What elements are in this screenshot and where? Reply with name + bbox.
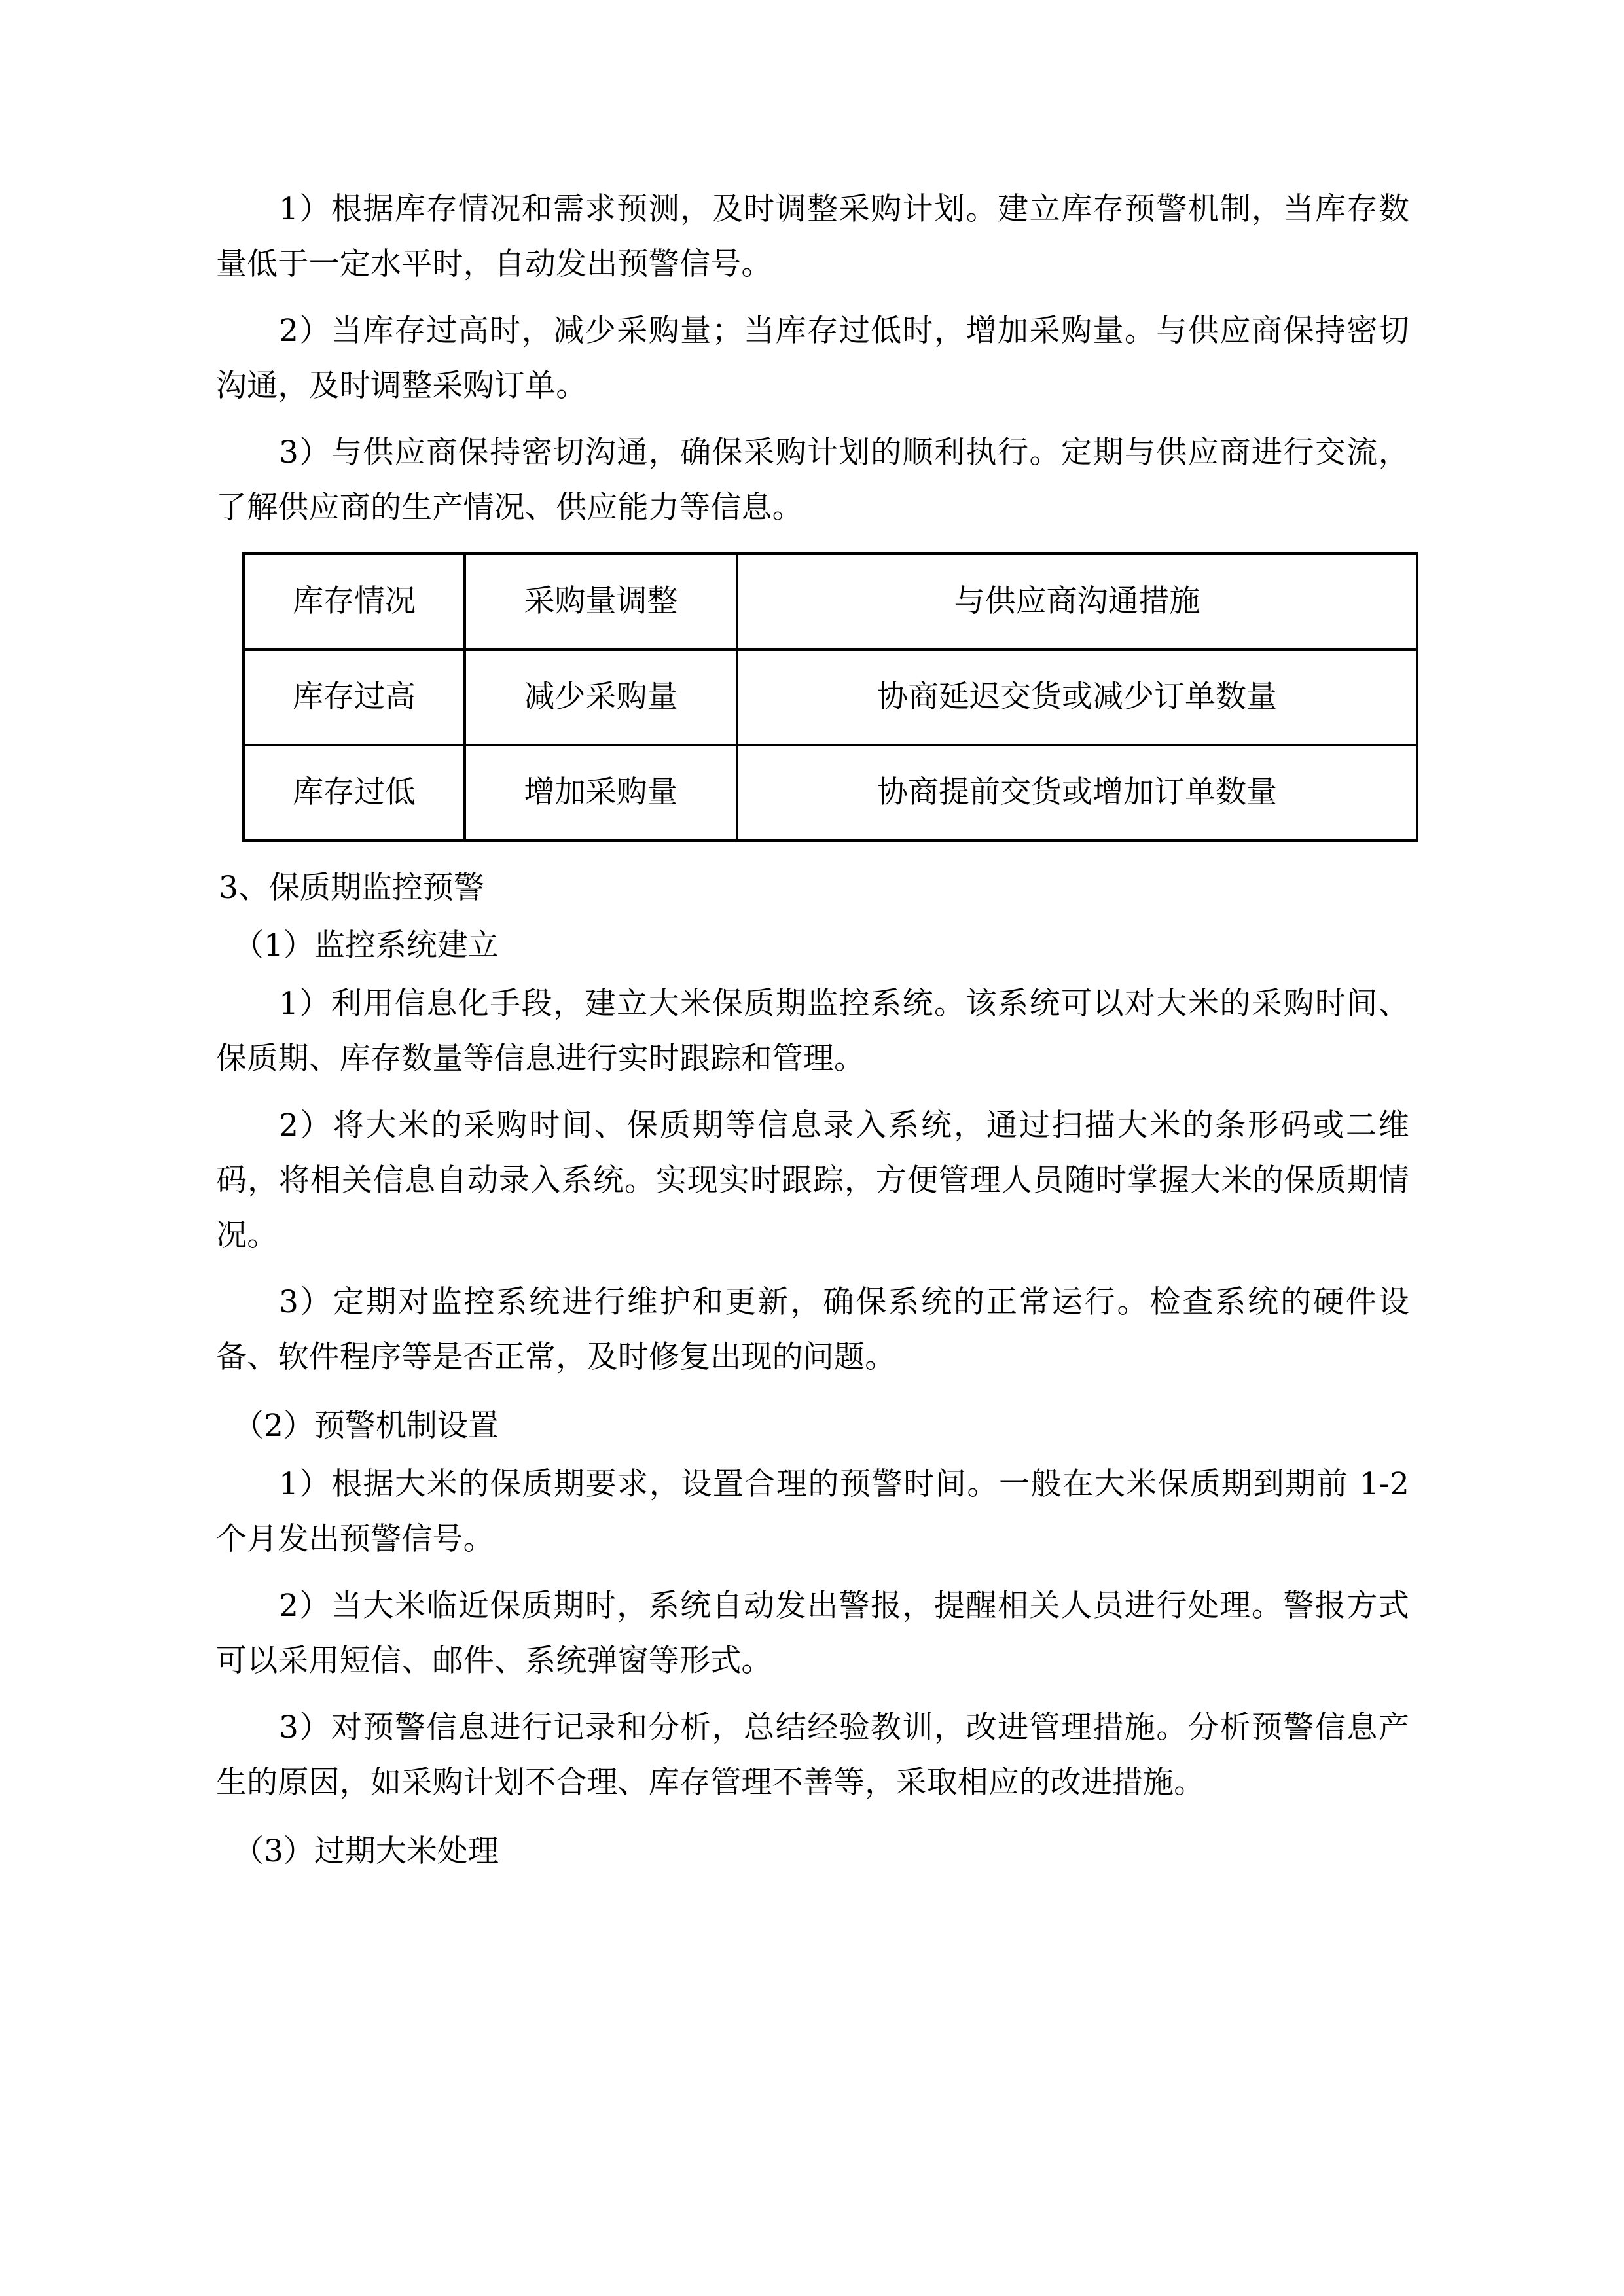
inventory-communication-table-wrap [242,552,1377,842]
subsection-heading-expired-rice-handling: （3）过期大米处理 [233,1833,499,1869]
document-content [216,182,1409,1882]
table-header-cell-inventory-status: 库存情况 [244,554,465,649]
table-cell-purchase-adjustment: 增加采购量 [465,745,737,840]
table-cell-purchase-adjustment: 减少采购量 [465,649,737,745]
section-heading-shelf-life-monitoring: 3、保质期监控预警 [219,870,484,906]
paragraph-9: 3）对预警信息进行记录和分析，总结经验教训，改进管理措施。分析预警信息产生的原因，如采购计划不合理、库存管理不善等，采取相应的改进措施。 [216,1710,1409,1801]
paragraph-5: 2）将大米的采购时间、保质期等信息录入系统，通过扫描大米的条形码或二维码，将相关信息自动录入系统。实现实时跟踪，方便管理人员随时掌握大米的保质期情况。 [216,1107,1409,1253]
paragraph-8: 2）当大米临近保质期时，系统自动发出警报，提醒相关人员进行处理。警报方式可以采用短信、邮件、系统弹窗等形式。 [216,1588,1409,1679]
table-head [244,554,1417,649]
subsection-heading-warning-mechanism: （2）预警机制设置 [233,1408,499,1444]
table-header-row [244,554,1417,649]
table-row [244,745,1417,840]
table-cell-supplier-measures: 协商延迟交货或减少订单数量 [737,649,1417,745]
paragraph-2: 2）当库存过高时，减少采购量；当库存过低时，增加采购量。与供应商保持密切沟通，及时调整采购订单。 [216,313,1409,404]
table-cell-inventory-status: 库存过低 [244,745,465,840]
paragraph-7: 1）根据大米的保质期要求，设置合理的预警时间。一般在大米保质期到期前 1-2 个月发出预警信号。 [216,1466,1409,1557]
inventory-communication-table [242,552,1418,842]
table-header-cell-supplier-measures: 与供应商沟通措施 [737,554,1417,649]
table-row [244,649,1417,745]
paragraph-1: 1）根据库存情况和需求预测，及时调整采购计划。建立库存预警机制，当库存数量低于一定水平时，自动发出预警信号。 [216,191,1409,282]
subsection-heading-monitoring-system: （1）监控系统建立 [233,927,499,963]
table-cell-supplier-measures: 协商提前交货或增加订单数量 [737,745,1417,840]
paragraph-4: 1）利用信息化手段，建立大米保质期监控系统。该系统可以对大米的采购时间、保质期、库存数量等信息进行实时跟踪和管理。 [216,986,1409,1077]
table-header-cell-purchase-adjustment: 采购量调整 [465,554,737,649]
paragraph-3: 3）与供应商保持密切沟通，确保采购计划的顺利执行。定期与供应商进行交流，了解供应商的生产情况、供应能力等信息。 [216,435,1409,526]
paragraph-6: 3）定期对监控系统进行维护和更新，确保系统的正常运行。检查系统的硬件设备、软件程序等是否正常，及时修复出现的问题。 [216,1284,1409,1375]
table-body [244,649,1417,840]
table-cell-inventory-status: 库存过高 [244,649,465,745]
